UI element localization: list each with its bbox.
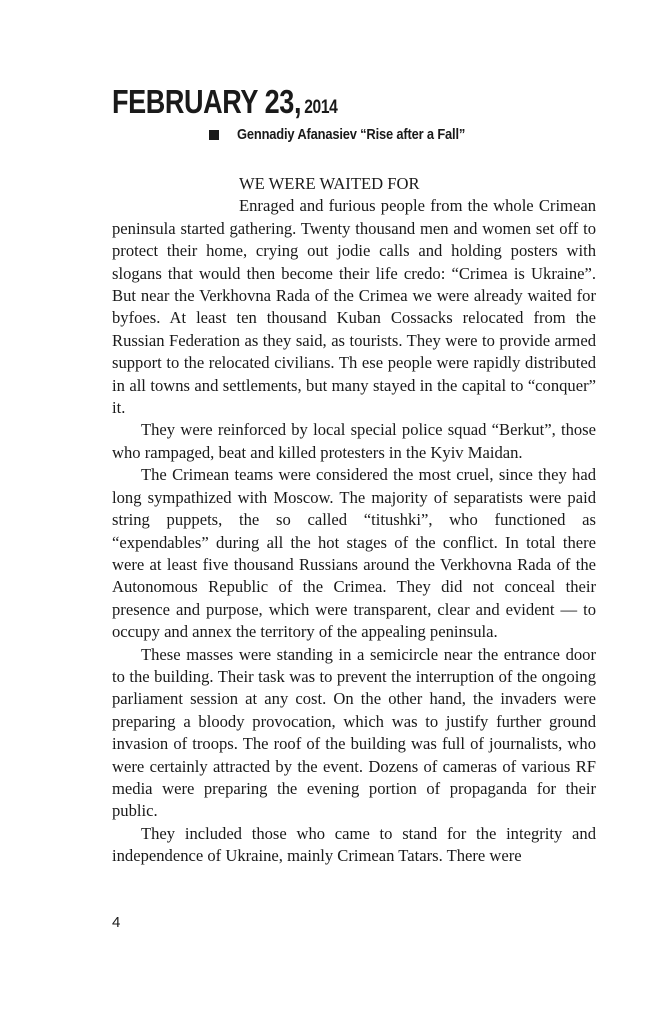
byline-text: Gennadiy Afanasiev “Rise after a Fall” (237, 126, 466, 143)
author-byline (209, 126, 502, 143)
section-title: WE WERE WAITED FOR (239, 174, 420, 193)
page-number: 4 (112, 914, 121, 931)
paragraph-4: These masses were standing in a semicircle near the entrance door to the building. Their task was to prevent the interruption of the ongoing parliament session at any cost. On the other hand, the invaders were preparing a bloody provocation, which was to justify further ground invasion of troops. The roof of the building was full of journalists, who were certainly attracted by the event. Dozens of cameras of various RF media were preparing the evening portion of propaganda for their public. (112, 644, 596, 821)
black-square-bullet-icon (209, 130, 219, 140)
paragraph-2: They were reinforced by local special police squad “Berkut”, those who rampaged, beat and killed protesters in the Kyiv Maidan. (112, 420, 596, 462)
heading-date: FEBRUARY 23, (112, 83, 302, 120)
chapter-date-heading (112, 84, 337, 120)
paragraph-5: They included those who came to stand for the integrity and independence of Ukraine, mainly Crimean Tatars. There were (112, 823, 596, 866)
body-text (112, 173, 596, 868)
paragraph-3: The Crimean teams were considered the most cruel, since they had long sympathized with Moscow. The majority of separatists were paid string puppets, the so called “titushki”, who functioned as “expendables” during all the hot stages of the conflict. In total there were at least five thousand Russians around the Verkhovna Rada of the Autonomous Republic of the Crimea. They did not conceal their presence and purpose, which were transparent, clear and evident — to occupy and annex the territory of the appealing peninsula. (112, 465, 596, 642)
heading-year: 2014 (304, 97, 338, 118)
paragraph-1: Enraged and furious people from the whole Crimean peninsula started gathering. Twenty thousand men and women set off to protect their home, crying out jodie calls and holding posters with slogans that would then become their life credo: “Crimea is Ukraine”. But near the Verkhovna Rada of the Crimea we were already waited for byfoes. At least ten thousand Kuban Cossacks relocated from the Russian Federation as they said, as tourists. They were to provide armed support to the relocated civilians. Th ese people were rapidly distributed in all towns and settlements, but many stayed in the capital to “conquer” it. (112, 196, 596, 418)
